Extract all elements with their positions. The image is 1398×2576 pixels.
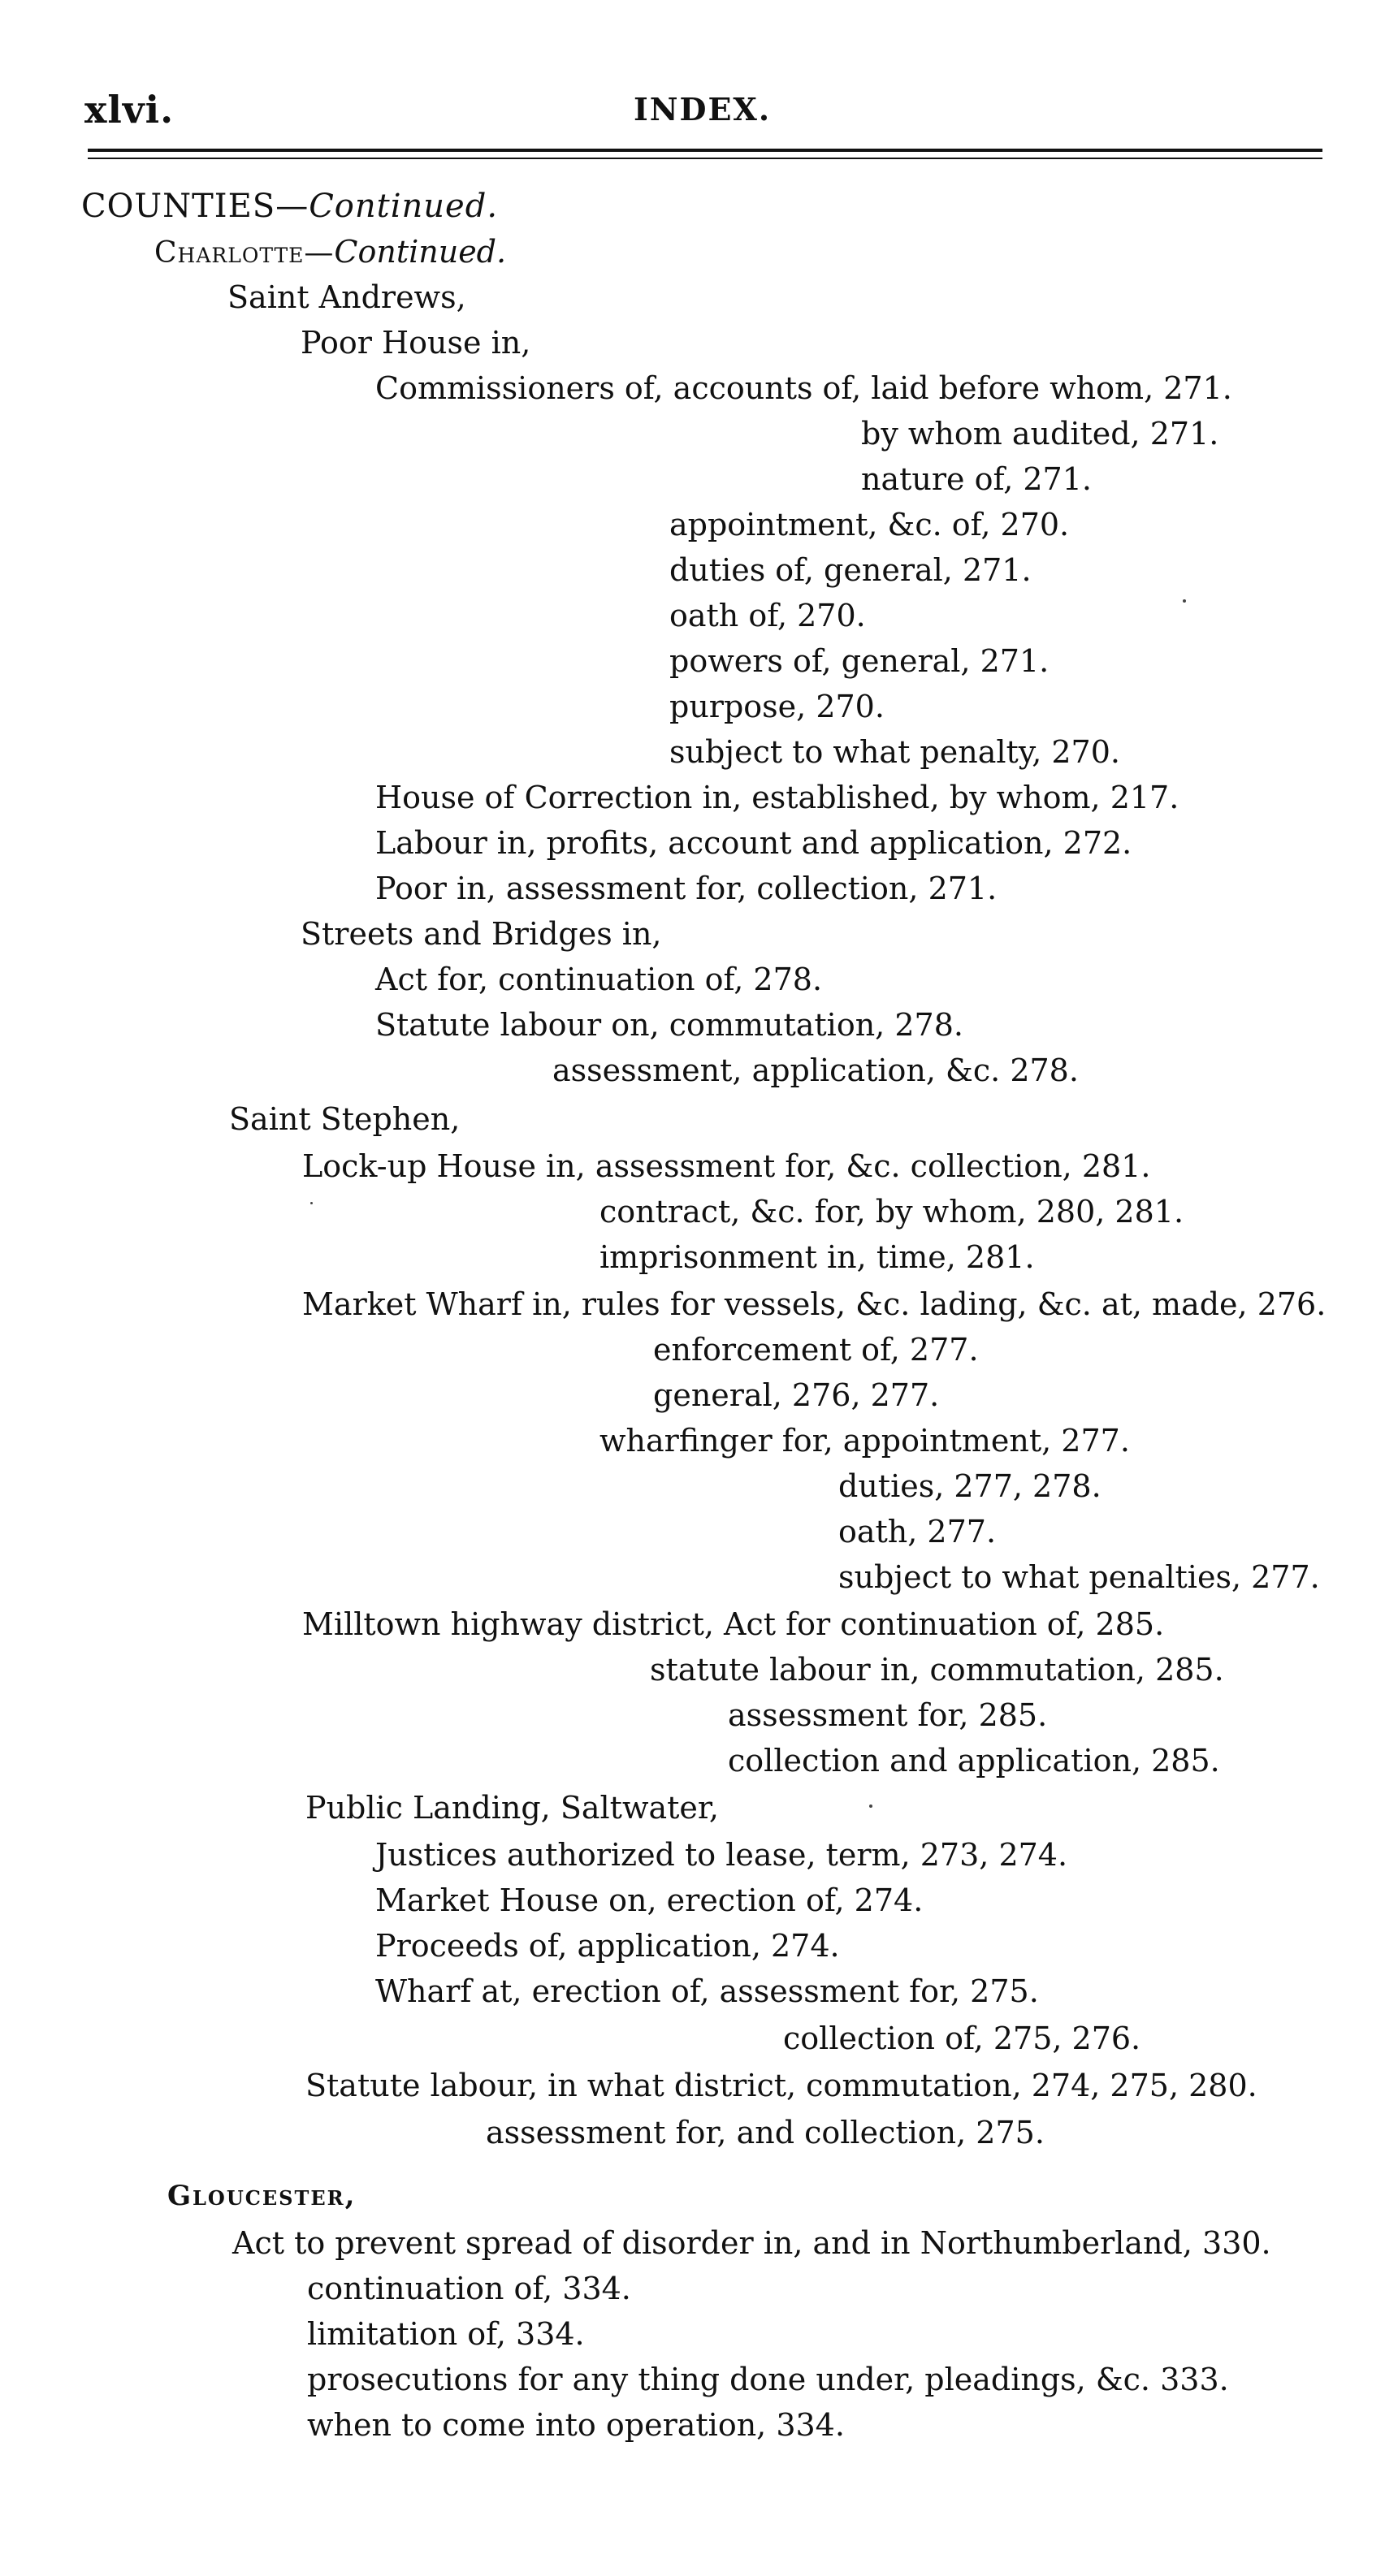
index-entry: Statute labour on, commutation, 278.	[375, 1007, 963, 1043]
index-entry: Poor House in,	[301, 325, 531, 361]
index-heading-gloucester: Gloucester,	[167, 2180, 357, 2212]
index-entry: collection and application, 285.	[728, 1743, 1220, 1779]
index-entry: subject to what penalties, 277.	[838, 1559, 1320, 1595]
index-entry: duties of, general, 271.	[669, 552, 1032, 588]
index-entry: Poor in, assessment for, collection, 271.	[375, 871, 998, 906]
index-entry: oath of, 270.	[669, 598, 866, 633]
index-entry: Lock-up House in, assessment for, &c. collection, 281.	[302, 1148, 1151, 1184]
index-entry: Act to prevent spread of disorder in, and in Northumberland, 330.	[232, 2225, 1271, 2261]
index-entry: contract, &c. for, by whom, 280, 281.	[599, 1194, 1184, 1230]
index-entry: Justices authorized to lease, term, 273, 274.	[375, 1837, 1068, 1873]
header-rule-thin	[88, 158, 1322, 159]
index-entry: Commissioners of, accounts of, laid before whom, 271.	[375, 370, 1232, 406]
index-entry: Streets and Bridges in,	[301, 916, 662, 952]
index-entry: imprisonment in, time, 281.	[599, 1239, 1035, 1275]
index-entry: Wharf at, erection of, assessment for, 275.	[375, 1973, 1039, 2009]
ink-speck	[310, 1202, 313, 1204]
ink-speck	[869, 1804, 872, 1808]
index-entry: continuation of, 334.	[307, 2271, 631, 2306]
index-entry: general, 276, 277.	[653, 1377, 940, 1413]
index-entry: assessment, application, &c. 278.	[552, 1052, 1079, 1088]
index-entry: wharfinger for, appointment, 277.	[599, 1423, 1130, 1459]
index-entry: by whom audited, 271.	[861, 416, 1219, 452]
index-entry: oath, 277.	[838, 1514, 997, 1549]
index-entry: subject to what penalty, 270.	[669, 734, 1120, 770]
index-entry: Saint Stephen,	[229, 1101, 461, 1137]
index-entry: Public Landing, Saltwater,	[305, 1790, 719, 1826]
index-entry: Milltown highway district, Act for continuation of, 285.	[302, 1606, 1165, 1642]
page-number: xlvi.	[84, 88, 175, 132]
index-entry: when to come into operation, 334.	[307, 2407, 845, 2443]
header-rule-thick	[88, 149, 1322, 152]
index-entry: nature of, 271.	[861, 461, 1092, 497]
index-entry: purpose, 270.	[669, 689, 885, 724]
index-entry: prosecutions for any thing done under, pleadings, &c. 333.	[307, 2362, 1229, 2397]
index-entry: Saint Andrews,	[227, 279, 466, 315]
index-entry: House of Correction in, established, by whom, 217.	[375, 780, 1179, 815]
ink-speck	[1183, 599, 1186, 603]
index-entry: powers of, general, 271.	[669, 643, 1050, 679]
index-entry: Act for, continuation of, 278.	[375, 962, 823, 997]
index-entry: Proceeds of, application, 274.	[375, 1928, 840, 1964]
index-entry: enforcement of, 277.	[653, 1332, 979, 1368]
index-heading-charlotte: Charlotte—Continued.	[154, 234, 507, 270]
index-entry: limitation of, 334.	[307, 2316, 585, 2352]
index-entry: Statute labour, in what district, commutation, 274, 275, 280.	[305, 2068, 1257, 2103]
index-entry: assessment for, 285.	[728, 1697, 1048, 1733]
index-heading-counties: COUNTIES—Continued.	[81, 188, 499, 225]
index-entry: statute labour in, commutation, 285.	[650, 1652, 1224, 1688]
index-entry: Market Wharf in, rules for vessels, &c. lading, &c. at, made, 276.	[302, 1286, 1327, 1322]
page-title: INDEX.	[634, 91, 772, 128]
index-entry: appointment, &c. of, 270.	[669, 507, 1070, 542]
index-entry: Market House on, erection of, 274.	[375, 1882, 924, 1918]
index-entry: assessment for, and collection, 275.	[486, 2115, 1045, 2150]
index-entry: collection of, 275, 276.	[783, 2021, 1141, 2056]
index-entry: duties, 277, 278.	[838, 1468, 1102, 1504]
index-entry: Labour in, profits, account and application, 272.	[375, 825, 1132, 861]
